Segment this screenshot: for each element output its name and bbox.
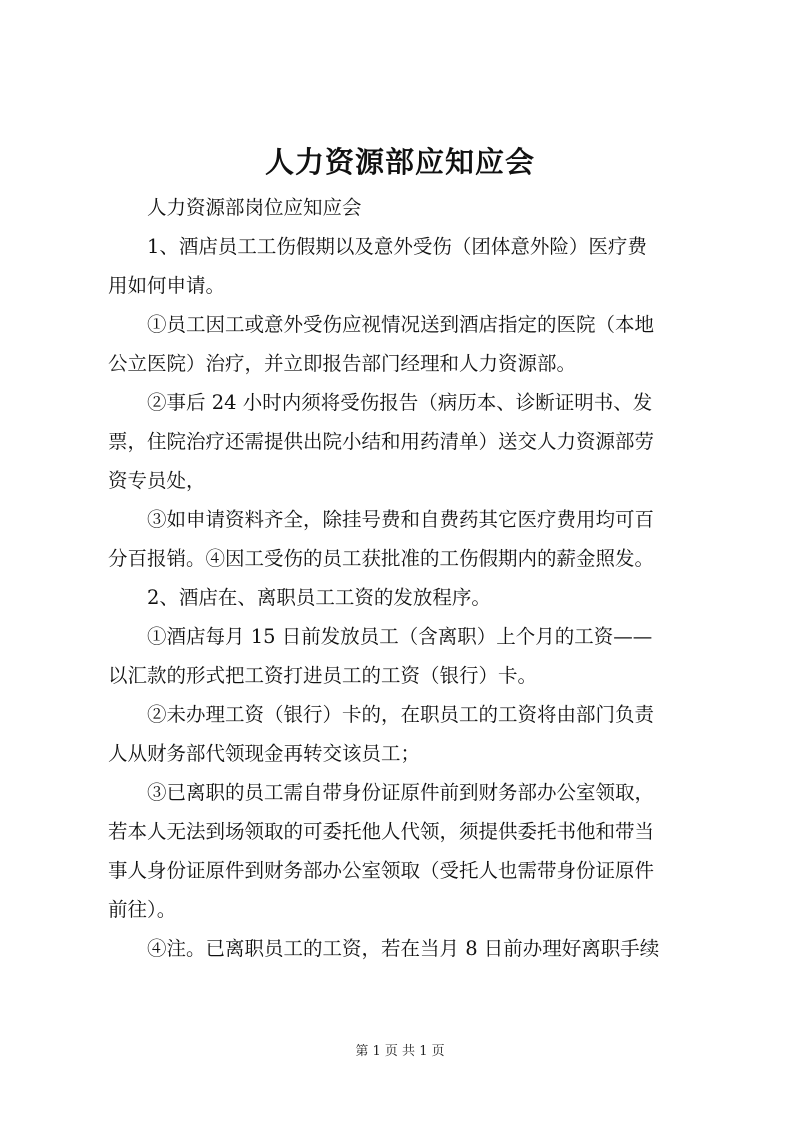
body-line: 1、酒店员工工伤假期以及意外受伤（团体意外险）医疗费 xyxy=(147,235,647,258)
body-line: ③如申请资料齐全，除挂号费和自费药其它医疗费用均可百 xyxy=(147,508,655,531)
body-line: 事人身份证原件到财务部办公室领取（受托人也需带身份证原件 xyxy=(108,859,655,882)
body-line: 公立医院）治疗，并立即报告部门经理和人力资源部。 xyxy=(108,352,577,375)
body-line: ②事后 24 小时内须将受伤报告（病历本、诊断证明书、发 xyxy=(147,391,653,414)
document-body xyxy=(108,188,712,968)
body-line: 人从财务部代领现金再转交该员工； xyxy=(108,742,421,765)
body-line: 票，住院治疗还需提供出院小结和用药清单）送交人力资源部劳 xyxy=(108,430,655,453)
body-line: 以汇款的形式把工资打进员工的工资（银行）卡。 xyxy=(108,664,538,687)
body-line: 若本人无法到场领取的可委托他人代领，须提供委托书他和带当 xyxy=(108,820,655,843)
document-title: 人力资源部应知应会 xyxy=(264,145,535,179)
body-line: ④注。已离职员工的工资，若在当月 8 日前办理好离职手续 xyxy=(147,937,660,960)
page-number-footer: 第 1 页 共 1 页 xyxy=(355,1044,445,1059)
body-line: ③已离职的员工需自带身份证原件前到财务部办公室领取， xyxy=(147,781,655,804)
body-line: ②未办理工资（银行）卡的，在职员工的工资将由部门负责 xyxy=(147,703,655,726)
body-line: 分百报销。④因工受伤的员工获批准的工伤假期内的薪金照发。 xyxy=(108,547,655,570)
body-line: 前往）。 xyxy=(108,898,177,921)
body-line: 用如何申请。 xyxy=(108,274,226,297)
body-line: 人力资源部岗位应知应会 xyxy=(147,196,362,219)
body-line: 2、酒店在、离职员工工资的发放程序。 xyxy=(147,586,491,609)
body-line: 资专员处， xyxy=(108,469,206,492)
body-line: ①员工因工或意外受伤应视情况送到酒店指定的医院（本地 xyxy=(147,313,655,336)
body-line: ①酒店每月 15 日前发放员工（含离职）上个月的工资—— xyxy=(147,625,653,648)
